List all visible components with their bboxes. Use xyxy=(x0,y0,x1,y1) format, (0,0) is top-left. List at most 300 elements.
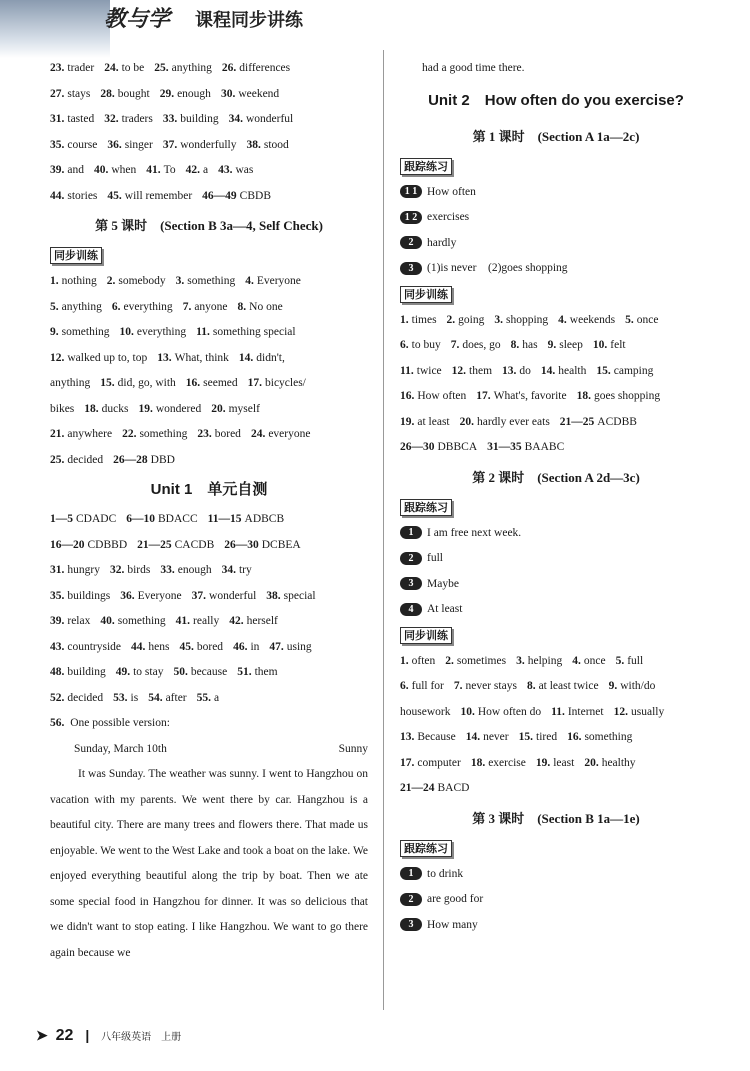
answer-number: 44. xyxy=(131,640,146,653)
answer-text: BACD xyxy=(437,782,470,794)
answer-text: How often xyxy=(417,390,467,402)
answer-text: going xyxy=(458,313,485,326)
answer-number: 52. xyxy=(50,691,65,704)
answer-text: housework xyxy=(400,705,451,718)
track-answer: At least xyxy=(427,603,463,615)
answer-number: 3. xyxy=(175,275,185,287)
lesson5-answers xyxy=(50,269,368,473)
answer-text: ACDBB xyxy=(597,415,637,428)
answer-number: 13. xyxy=(157,351,172,364)
answer-number: 31. xyxy=(50,113,65,125)
answer-row xyxy=(50,558,368,584)
answer-text: bored xyxy=(214,428,241,440)
answer-number: 16. xyxy=(567,731,582,743)
answer-text: trader xyxy=(67,62,95,74)
answer-text: when xyxy=(111,164,137,176)
answer-row xyxy=(50,133,368,159)
answer-text: to buy xyxy=(411,339,441,351)
answer-number: 5. xyxy=(615,654,625,667)
answer-text: tasted xyxy=(67,113,95,125)
answer-number: 42. xyxy=(229,615,244,627)
answer-number: 15. xyxy=(518,731,533,743)
answer-row xyxy=(50,320,368,346)
answer-row xyxy=(400,776,712,802)
answer-number: 9. xyxy=(547,339,557,351)
answer-text: hungry xyxy=(67,564,100,576)
answer-number: 7. xyxy=(182,300,192,313)
track-answer: to drink xyxy=(427,867,464,880)
answer-text: What's, favorite xyxy=(493,390,567,402)
track-item xyxy=(400,597,712,623)
answer-number: 11. xyxy=(196,326,210,338)
answer-text: CDADC xyxy=(76,513,117,525)
answer-text: never xyxy=(483,731,509,743)
q56-line xyxy=(50,711,368,737)
answer-text: at least twice xyxy=(538,680,599,692)
answer-number: 43. xyxy=(218,164,233,176)
answer-row xyxy=(400,359,712,385)
answer-text: building xyxy=(67,666,106,678)
answer-text: wonderfully xyxy=(180,138,237,151)
answer-number: 10. xyxy=(460,705,475,718)
lesson3-title: 第 3 课时 (Section B 1a—1e) xyxy=(472,810,640,826)
answer-text: once xyxy=(583,654,606,667)
answer-text: somebody xyxy=(118,275,166,287)
track-answer: (1)is never (2)goes shopping xyxy=(427,262,568,274)
answer-row xyxy=(50,422,368,448)
answer-row xyxy=(50,584,368,610)
answer-number: 49. xyxy=(115,666,131,678)
answer-number: 24. xyxy=(250,428,266,440)
header-decoration xyxy=(0,0,110,58)
track-answer: are good for xyxy=(427,893,484,905)
answer-number: 21—24 xyxy=(400,782,435,794)
answer-number: 6. xyxy=(111,300,121,313)
answer-row xyxy=(50,507,368,533)
answer-text: to stay xyxy=(133,666,164,678)
answer-number: 11—15 xyxy=(207,513,242,525)
page-footer xyxy=(36,1027,181,1045)
lesson1-track xyxy=(400,180,712,282)
right-column xyxy=(400,56,712,938)
answer-row xyxy=(400,649,712,675)
answer-number: 37. xyxy=(191,589,207,602)
answer-text: tired xyxy=(536,731,558,743)
answer-number: 5. xyxy=(625,313,634,326)
answer-number: 18. xyxy=(470,756,486,769)
track-item xyxy=(400,913,712,939)
top-answers xyxy=(50,56,368,209)
answer-text: because xyxy=(190,666,228,678)
answer-number: 42. xyxy=(185,164,201,176)
answer-text: ducks xyxy=(101,402,129,415)
answer-text: healthy xyxy=(601,756,636,769)
answer-text: bought xyxy=(117,87,150,100)
answer-number: 19. xyxy=(138,402,153,415)
answer-row xyxy=(50,371,368,397)
answer-text: No one xyxy=(249,300,283,313)
answer-number: 25. xyxy=(50,453,65,466)
answer-number: 27. xyxy=(50,87,65,100)
answer-row xyxy=(50,184,368,210)
answer-number: 12. xyxy=(451,364,467,377)
item-number-badge: 2 xyxy=(400,552,422,565)
track-answer: exercises xyxy=(427,211,470,223)
track-item xyxy=(400,572,712,598)
answer-number: 7. xyxy=(453,680,463,692)
answer-text: at least xyxy=(417,415,450,428)
track-item xyxy=(400,862,712,888)
left-column xyxy=(50,56,368,966)
answer-text: wonderful xyxy=(209,589,257,602)
track-answer: I am free next week. xyxy=(427,526,522,539)
answer-text: everyone xyxy=(268,428,311,440)
answer-number: 14. xyxy=(465,731,481,743)
answer-text: CACDB xyxy=(174,538,215,551)
answer-number: 17. xyxy=(400,756,415,769)
answer-text: seemed xyxy=(203,377,238,389)
answer-text: buildings xyxy=(67,589,111,602)
answer-number: 51. xyxy=(237,666,252,678)
answer-number: 32. xyxy=(109,564,125,576)
answer-text: something xyxy=(117,615,166,627)
answer-row xyxy=(50,448,368,474)
unit1-answers xyxy=(50,507,368,711)
answer-number: 10. xyxy=(592,339,608,351)
answer-number: 1. xyxy=(400,313,409,326)
item-number-badge: 1 1 xyxy=(400,185,422,198)
lesson5-tag: 同步训练 xyxy=(50,247,102,264)
track-item xyxy=(400,180,712,206)
answer-text: DCBEA xyxy=(261,538,301,551)
item-number-badge: 3 xyxy=(400,918,422,931)
watermark-icon xyxy=(590,1003,740,1063)
answer-text: stories xyxy=(67,189,98,202)
item-number-badge: 1 xyxy=(400,526,422,539)
answer-number: 8. xyxy=(237,300,247,313)
track-item xyxy=(400,231,712,257)
answer-number: 46—49 xyxy=(202,189,237,202)
answer-number: 31—35 xyxy=(487,441,522,453)
answer-number: 12. xyxy=(50,351,65,364)
answer-text: health xyxy=(558,364,587,377)
essay-weather: Sunny xyxy=(338,742,368,755)
answer-row xyxy=(400,384,712,410)
answer-text: course xyxy=(67,138,98,151)
answer-text: was xyxy=(235,164,254,176)
lesson1-title: 第 1 课时 (Section A 1a—2c) xyxy=(472,128,640,144)
answer-number: 11. xyxy=(400,364,414,377)
answer-text: them xyxy=(469,364,493,377)
answer-text: will remember xyxy=(124,189,193,202)
answer-text: times xyxy=(411,313,437,326)
answer-text: full for xyxy=(411,680,444,692)
answer-number: 36. xyxy=(120,589,135,602)
answer-text: them xyxy=(254,666,278,678)
answer-number: 18. xyxy=(84,402,99,415)
answer-row xyxy=(400,700,712,726)
answer-text: differences xyxy=(239,62,291,74)
answer-number: 34. xyxy=(221,564,236,576)
track-answer: How often xyxy=(427,185,476,198)
answer-number: 26—30 xyxy=(224,538,259,551)
answer-number: 20. xyxy=(584,756,599,769)
q56-number: 56. xyxy=(50,717,65,729)
answer-row xyxy=(400,725,712,751)
answer-text: a xyxy=(214,691,220,704)
answer-text: birds xyxy=(127,564,151,576)
answer-text: in xyxy=(250,640,260,653)
answer-number: 41. xyxy=(146,164,161,176)
answer-text: did, go, with xyxy=(117,377,176,389)
answer-row xyxy=(400,751,712,777)
answer-text: How often do xyxy=(477,705,542,718)
answer-number: 53. xyxy=(113,691,128,704)
lesson2-tag-sync: 同步训练 xyxy=(400,627,452,644)
answer-text: singer xyxy=(124,138,153,151)
answer-text: stood xyxy=(263,138,289,151)
answer-text: often xyxy=(411,654,436,667)
answer-number: 24. xyxy=(104,62,119,74)
answer-row xyxy=(400,333,712,359)
answer-text: and xyxy=(67,164,84,176)
answer-text: with/do xyxy=(620,680,656,692)
answer-text: to be xyxy=(121,62,145,74)
answer-number: 5. xyxy=(50,300,59,313)
track-item xyxy=(400,521,712,547)
answer-number: 19. xyxy=(400,415,415,428)
answer-text: something xyxy=(61,326,110,338)
answer-number: 39. xyxy=(50,615,65,627)
track-item xyxy=(400,887,712,913)
answer-text: herself xyxy=(246,615,278,627)
answer-text: shopping xyxy=(506,313,549,326)
answer-number: 14. xyxy=(238,351,254,364)
answer-number: 8. xyxy=(510,339,520,351)
answer-text: anything xyxy=(61,300,102,313)
footer-label: 八年级英语 上册 xyxy=(101,1032,182,1043)
lesson2-tag-track: 跟踪练习 xyxy=(400,499,452,516)
answer-number: 6. xyxy=(400,339,409,351)
answer-text: DBD xyxy=(150,453,175,466)
answer-text: twice xyxy=(416,364,442,377)
track-answer: Maybe xyxy=(427,577,459,590)
answer-number: 34. xyxy=(228,113,243,125)
answer-row xyxy=(50,56,368,82)
answer-number: 3. xyxy=(516,654,525,667)
answer-number: 28. xyxy=(100,87,115,100)
answer-number: 18. xyxy=(576,390,591,402)
answer-text: nothing xyxy=(61,275,97,287)
answer-text: What, think xyxy=(174,351,229,364)
answer-number: 26—28 xyxy=(113,453,148,466)
lesson2-title: 第 2 课时 (Section A 2d—3c) xyxy=(472,469,640,485)
answer-text: weekend xyxy=(238,87,280,100)
answer-text: goes shopping xyxy=(593,390,661,402)
track-answer: How many xyxy=(427,918,478,931)
answer-number: 19. xyxy=(535,756,551,769)
answer-text: something xyxy=(187,275,236,287)
answer-number: 31. xyxy=(50,564,65,576)
answer-number: 2. xyxy=(445,654,454,667)
lesson1-tag-sync: 同步训练 xyxy=(400,286,452,303)
answer-number: 20. xyxy=(211,402,226,415)
answer-text: using xyxy=(286,640,312,653)
answer-text: do xyxy=(519,364,531,377)
answer-text: does, go xyxy=(462,339,501,351)
answer-number: 45. xyxy=(179,640,194,653)
answer-text: BAABC xyxy=(524,441,565,453)
answer-text: Internet xyxy=(567,705,604,718)
answer-number: 26—30 xyxy=(400,441,435,453)
answer-row xyxy=(50,82,368,108)
answer-row xyxy=(50,295,368,321)
answer-text: hens xyxy=(148,640,170,653)
answer-number: 1. xyxy=(50,275,59,287)
answer-text: full xyxy=(627,654,644,667)
answer-number: 38. xyxy=(266,589,281,602)
lesson1-tag-track: 跟踪练习 xyxy=(400,158,452,175)
answer-text: wonderful xyxy=(245,113,294,125)
answer-number: 48. xyxy=(50,666,65,678)
answer-number: 21. xyxy=(50,428,65,440)
answer-row xyxy=(400,308,712,334)
essay-header xyxy=(50,737,368,763)
answer-number: 33. xyxy=(160,564,175,576)
lesson2-track xyxy=(400,521,712,623)
answer-number: 13. xyxy=(400,731,415,743)
answer-number: 38. xyxy=(246,138,261,151)
answer-number: 13. xyxy=(502,364,517,377)
answer-text: enough xyxy=(177,87,211,100)
answer-text: decided xyxy=(67,453,104,466)
answer-text: something xyxy=(584,731,633,743)
lesson3-track xyxy=(400,862,712,939)
essay-date: Sunday, March 10th xyxy=(74,742,167,755)
answer-text: something xyxy=(139,428,188,440)
item-number-badge: 2 xyxy=(400,893,422,906)
answer-text: after xyxy=(165,691,187,704)
answer-number: 25. xyxy=(154,62,169,74)
answer-text: Everyone xyxy=(256,275,301,287)
answer-number: 47. xyxy=(269,640,284,653)
answer-text: building xyxy=(180,113,219,125)
answer-row xyxy=(50,686,368,712)
answer-number: 29. xyxy=(159,87,175,100)
answer-number: 6. xyxy=(400,680,409,692)
answer-number: 2. xyxy=(446,313,456,326)
answer-number: 15. xyxy=(596,364,611,377)
answer-text: sleep xyxy=(559,339,583,351)
answer-number: 2. xyxy=(106,275,116,287)
answer-number: 1—5 xyxy=(50,513,73,525)
answer-text: CBDB xyxy=(239,189,271,202)
answer-text: felt xyxy=(610,339,626,351)
answer-number: 3. xyxy=(494,313,503,326)
answer-number: 45. xyxy=(107,189,122,202)
answer-text: stays xyxy=(67,87,91,100)
answer-number: 50. xyxy=(173,666,188,678)
answer-number: 15. xyxy=(100,377,115,389)
unit2-title: Unit 2 How often do you exercise? xyxy=(428,91,684,109)
answer-text: decided xyxy=(67,691,104,704)
track-item xyxy=(400,205,712,231)
answer-text: anyone xyxy=(194,300,228,313)
answer-row xyxy=(50,346,368,372)
answer-row xyxy=(400,674,712,700)
answer-number: 40. xyxy=(100,615,115,627)
answer-text: something special xyxy=(212,326,296,338)
answer-number: 30. xyxy=(220,87,236,100)
answer-text: everything xyxy=(123,300,173,313)
item-number-badge: 1 2 xyxy=(400,211,422,224)
answer-text: everything xyxy=(136,326,187,338)
answer-number: 44. xyxy=(50,189,65,202)
answer-text: never stays xyxy=(465,680,517,692)
answer-number: 35. xyxy=(50,138,65,151)
answer-text: helping xyxy=(527,654,563,667)
answer-number: 4. xyxy=(245,275,254,287)
answer-number: 4. xyxy=(558,313,567,326)
answer-number: 23. xyxy=(50,62,65,74)
footer-separator: | xyxy=(85,1027,90,1043)
track-answer: hardly xyxy=(427,236,457,249)
answer-text: bikes xyxy=(50,402,75,415)
answer-number: 17. xyxy=(476,390,491,402)
item-number-badge: 3 xyxy=(400,577,422,590)
answer-number: 26. xyxy=(221,62,237,74)
answer-row xyxy=(50,107,368,133)
essay-end: had a good time there. xyxy=(422,62,525,74)
answer-number: 22. xyxy=(122,428,137,440)
answer-text: BDACC xyxy=(158,513,198,525)
answer-text: didn't, xyxy=(256,351,285,364)
answer-text: To xyxy=(163,164,176,176)
essay-text: It was Sunday. The weather was sunny. I went to Hangzhou on vacation with my parents. We went there by car. Hangzhou is a beautiful city. There are many trees and flowers there. That made us enjoyable. We went to the West Lake and took a boat on the lake. We enjoyed everything beautiful along the trip by boat. Then we ate some special food in Hangzhou for dinner. It was so delicious that we didn't want to stop eating. I like Hangzhou. We want to go there again because we xyxy=(50,768,368,959)
item-number-badge: 1 xyxy=(400,867,422,880)
item-number-badge: 4 xyxy=(400,603,422,616)
page-number: 22 xyxy=(55,1027,74,1044)
arrow-icon: ➤ xyxy=(36,1027,48,1043)
answer-number: 46. xyxy=(233,640,248,653)
answer-text: anything xyxy=(171,62,212,74)
answer-text: try xyxy=(238,564,252,576)
answer-number: 16. xyxy=(400,390,415,402)
answer-row xyxy=(400,435,712,461)
answer-text: sometimes xyxy=(456,654,507,667)
answer-number: 9. xyxy=(50,326,59,338)
answer-text: wondered xyxy=(155,402,202,415)
answer-number: 21—25 xyxy=(137,538,172,551)
answer-text: special xyxy=(283,589,316,602)
lesson1-answers xyxy=(400,308,712,461)
header-title: 课程同步讲练 xyxy=(195,10,303,31)
answer-number: 55. xyxy=(196,691,212,704)
answer-text: relax xyxy=(67,615,91,627)
answer-number: 23. xyxy=(197,428,212,440)
answer-text: weekends xyxy=(569,313,616,326)
answer-number: 43. xyxy=(50,640,65,653)
answer-text: really xyxy=(193,615,220,627)
answer-text: anywhere xyxy=(67,428,113,440)
q56-label: One possible version: xyxy=(70,717,170,729)
answer-row xyxy=(400,410,712,436)
answer-number: 20. xyxy=(459,415,474,428)
answer-text: Because xyxy=(417,731,456,743)
lesson5-title: 第 5 课时 (Section B 3a—4, Self Check) xyxy=(95,218,323,233)
lesson2-answers xyxy=(400,649,712,802)
column-divider xyxy=(383,50,384,1010)
